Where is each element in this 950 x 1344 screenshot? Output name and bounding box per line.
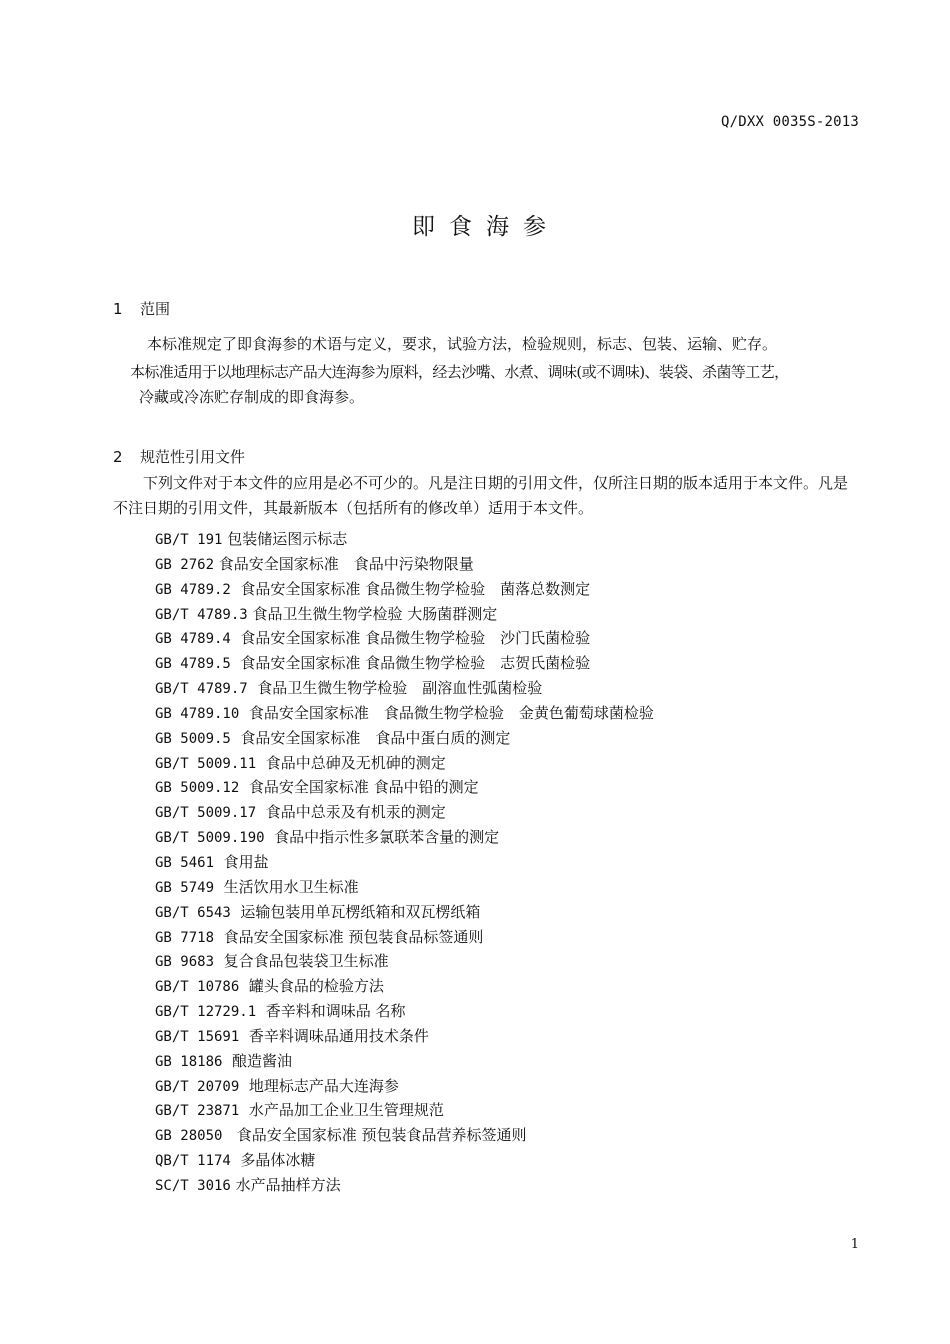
reference-code: GB 2762 (155, 556, 215, 573)
section-number: 2 (113, 448, 123, 466)
reference-title: 食用盐 (223, 852, 269, 871)
reference-code: GB 4789.4 (155, 631, 231, 648)
reference-code: GB/T 191 (155, 532, 223, 548)
reference-code: GB/T 23871 (155, 1103, 240, 1120)
reference-separator (239, 977, 249, 995)
reference-separator (231, 654, 241, 672)
reference-item (155, 577, 654, 602)
document-code: Q/DXX 0035S-2013 (720, 114, 859, 130)
reference-title: 包装储运图示标志 (227, 530, 348, 548)
reference-title: 食品安全国家标准 食品中蛋白质的测定 (240, 728, 511, 747)
normative-reference-list (155, 527, 654, 1198)
reference-separator (214, 878, 224, 896)
reference-title: 罐头食品的检验方法 (248, 977, 384, 996)
reference-separator (214, 928, 224, 946)
reference-code: GB 4789.10 (155, 705, 240, 722)
reference-item (155, 1098, 654, 1123)
reference-code: GB/T 4789.3 (155, 606, 248, 623)
reference-code: QB/T 1174 (155, 1153, 231, 1170)
document-title: 即食海参 (412, 214, 560, 240)
reference-item (155, 949, 654, 974)
section-title: 范围 (140, 300, 171, 318)
reference-item (155, 775, 654, 800)
reference-separator (231, 629, 241, 647)
section-1-paragraph-2-line-2: 冷藏或冷冻贮存制成的即食海参。 (139, 388, 365, 406)
reference-separator (214, 853, 224, 871)
reference-separator (222, 1126, 236, 1144)
reference-item (155, 825, 654, 850)
reference-title: 食品中总汞及有机汞的测定 (265, 803, 446, 822)
reference-item (155, 999, 654, 1024)
reference-code: GB/T 5009.190 (155, 830, 265, 847)
section-2-intro-paragraph: 下列文件对于本文件的应用是必不可少的。凡是注日期的引用文件，仅所注日期的版本适用于本文件。凡是不注日期的引用文件，其最新版本（包括所有的修改单）适用于本文件。 (113, 474, 849, 517)
reference-code: GB/T 15691 (155, 1028, 240, 1045)
reference-title: 水产品加工企业卫生管理规范 (248, 1101, 444, 1120)
reference-title: 香辛料和调味品 名称 (265, 1002, 406, 1021)
reference-code: GB/T 6543 (155, 904, 231, 921)
reference-title: 运输包装用单瓦楞纸箱和双瓦楞纸箱 (240, 902, 481, 921)
reference-separator (256, 803, 266, 821)
reference-separator (265, 828, 275, 846)
section-2-heading (113, 446, 245, 467)
reference-separator (231, 729, 241, 747)
reference-title: 食品中指示性多氯联苯含量的测定 (274, 828, 500, 847)
reference-separator (256, 754, 266, 772)
reference-item (155, 1123, 654, 1148)
reference-separator (248, 679, 258, 697)
reference-separator (239, 1101, 249, 1119)
reference-code: GB/T 20709 (155, 1078, 240, 1095)
reference-item (155, 1173, 654, 1198)
reference-code: GB/T 10786 (155, 979, 240, 996)
reference-code: GB/T 5009.17 (155, 805, 257, 822)
reference-item (155, 552, 654, 577)
reference-item (155, 1074, 654, 1099)
reference-code: GB 4789.2 (155, 581, 231, 598)
reference-code: GB 5009.12 (155, 780, 240, 797)
reference-item (155, 676, 654, 701)
reference-title: 食品安全国家标准 预包装食品营养标签通则 (236, 1126, 527, 1145)
section-1-paragraph-2-line-1: 本标准适用于以地理标志产品大连海参为原料，经去沙嘴、水煮、调味(或不调味)、装袋、杀菌等工艺， (130, 363, 789, 381)
reference-title: 酿造酱油 (231, 1051, 292, 1070)
reference-title: 食品安全国家标准 食品中铅的测定 (248, 778, 479, 797)
reference-item (155, 1024, 654, 1049)
reference-code: GB 9683 (155, 954, 215, 971)
reference-title: 食品安全国家标准 食品微生物学检验 志贺氏菌检验 (240, 654, 591, 673)
reference-title: 食品卫生微生物学检验 大肠菌群测定 (252, 604, 498, 623)
reference-item (155, 701, 654, 726)
reference-title: 水产品抽样方法 (235, 1175, 341, 1194)
reference-code: GB/T 12729.1 (155, 1004, 257, 1021)
reference-item (155, 875, 654, 900)
section-1-heading (113, 298, 170, 319)
reference-item (155, 651, 654, 676)
reference-title: 食品安全国家标准 食品微生物学检验 菌落总数测定 (240, 579, 591, 598)
reference-item (155, 974, 654, 999)
reference-separator (239, 704, 249, 722)
reference-title: 多晶体冰糖 (240, 1151, 316, 1170)
reference-code: GB 5749 (155, 879, 215, 896)
reference-title: 食品安全国家标准 食品中污染物限量 (218, 554, 474, 573)
reference-title: 生活饮用水卫生标准 (223, 877, 359, 896)
reference-item (155, 1148, 654, 1173)
reference-separator (239, 1077, 249, 1095)
page-number: 1 (850, 1237, 859, 1252)
reference-code: GB 28050 (155, 1128, 223, 1145)
reference-code: GB/T 5009.11 (155, 755, 257, 772)
section-number: 1 (113, 300, 123, 318)
reference-item (155, 527, 654, 552)
reference-separator (239, 778, 249, 796)
reference-separator (231, 1151, 241, 1169)
reference-item (155, 800, 654, 825)
section-1-paragraph-1: 本标准规定了即食海参的术语与定义，要求，试验方法，检验规则，标志、包装、运输、贮存。 (147, 335, 778, 353)
reference-title: 香辛料调味品通用技术条件 (248, 1026, 429, 1045)
reference-item (155, 925, 654, 950)
reference-separator (231, 903, 241, 921)
reference-code: GB 5009.5 (155, 730, 231, 747)
reference-item (155, 726, 654, 751)
reference-code: GB 5461 (155, 854, 215, 871)
reference-code: SC/T 3016 (155, 1177, 231, 1194)
reference-separator (231, 580, 241, 598)
reference-code: GB 7718 (155, 929, 215, 946)
reference-item (155, 850, 654, 875)
reference-title: 食品中总砷及无机砷的测定 (265, 753, 446, 772)
reference-title: 食品安全国家标准 食品微生物学检验 金黄色葡萄球菌检验 (248, 703, 654, 722)
section-title: 规范性引用文件 (140, 448, 246, 466)
reference-item (155, 602, 654, 627)
reference-code: GB 4789.5 (155, 656, 231, 673)
reference-separator (239, 1027, 249, 1045)
reference-title: 复合食品包装袋卫生标准 (223, 952, 389, 971)
reference-item (155, 626, 654, 651)
reference-item (155, 751, 654, 776)
reference-separator (222, 1052, 232, 1070)
reference-code: GB 18186 (155, 1053, 223, 1070)
reference-separator (214, 952, 224, 970)
reference-title: 食品安全国家标准 预包装食品标签通则 (223, 927, 484, 946)
reference-title: 地理标志产品大连海参 (248, 1076, 399, 1095)
reference-title: 食品安全国家标准 食品微生物学检验 沙门氏菌检验 (240, 629, 591, 648)
reference-item (155, 900, 654, 925)
reference-separator (256, 1002, 266, 1020)
reference-title: 食品卫生微生物学检验 副溶血性弧菌检验 (257, 679, 543, 698)
reference-item (155, 1049, 654, 1074)
reference-code: GB/T 4789.7 (155, 681, 248, 698)
